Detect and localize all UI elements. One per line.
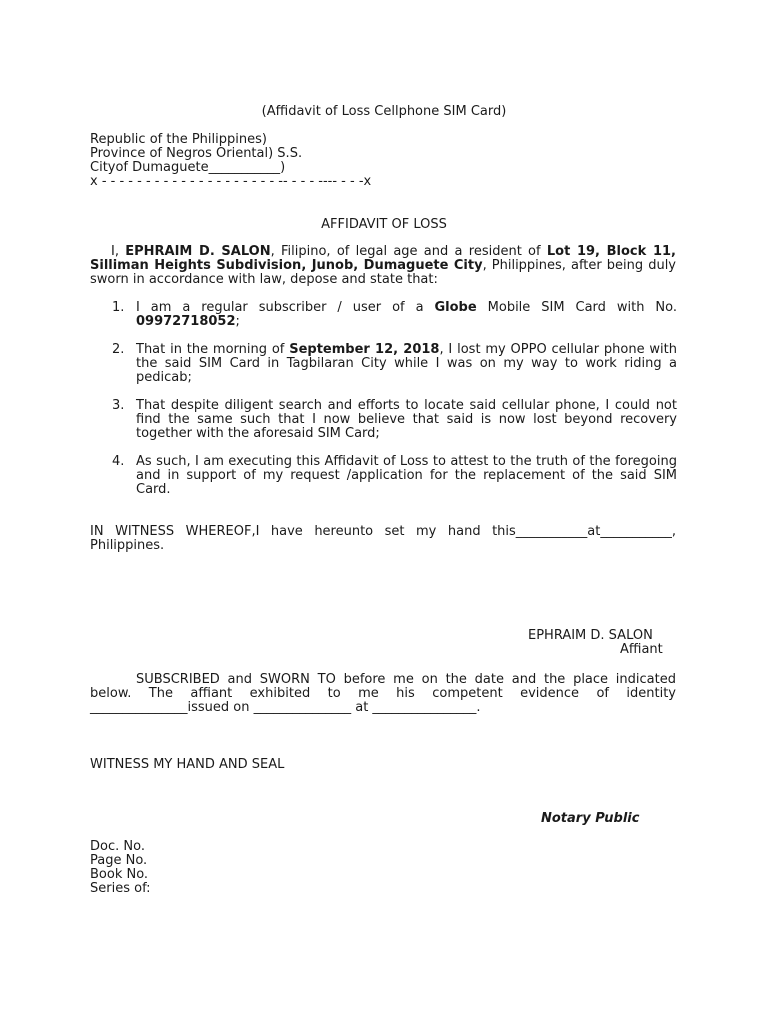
series-of: Series of: <box>90 881 151 896</box>
loss-date: September 12, 2018 <box>289 342 440 357</box>
sim-number: 09972718052 <box>136 314 236 329</box>
venue-block <box>90 133 371 189</box>
doc-no: Doc. No. <box>90 839 145 854</box>
statement-3 <box>90 399 677 441</box>
venue-separator: x - - - - - - - - - - - - - - - - - - - - -- - - - ---- - - -x <box>90 174 372 189</box>
item-number: 3. <box>112 398 125 413</box>
item-number: 2. <box>112 342 125 357</box>
book-no: Book No. <box>90 867 149 882</box>
jurat-paragraph <box>90 673 676 715</box>
witness-paragraph: IN WITNESS WHEREOF,I have hereunto set my hand this___________at___________, Philippines. <box>90 524 676 553</box>
document-info <box>90 840 151 896</box>
item-text: Mobile SIM Card with No. <box>476 300 677 315</box>
venue-city: Cityof Dumaguete___________) <box>90 160 286 175</box>
item-text: That despite diligent search and efforts to locate said cellular phone, I could not find the same such that I now believe that said is now lost beyond recovery together with the aforesaid SIM Card; <box>136 398 677 441</box>
witness-seal-line: WITNESS MY HAND AND SEAL <box>90 757 285 772</box>
venue-country: Republic of the Philippines) <box>90 132 267 147</box>
intro-text-2: , Filipino, of legal age and a resident of <box>270 244 547 259</box>
item-text: ; <box>235 314 240 329</box>
affiant-signature-name: EPHRAIM D. SALON <box>528 628 653 643</box>
item-text: That in the morning of <box>136 342 290 357</box>
jurat-text: SUBSCRIBED and SWORN TO before me on the date and the place indicated below. The affiant exhibited to me his competent evidence of identity _______________issued on _______________ at ________________. <box>90 672 676 715</box>
item-text: , I lost my OPPO cellular phone with the said SIM Card in Tagbilaran City while I was on my way to work riding a pedicab; <box>136 342 677 385</box>
item-text: As such, I am executing this Affidavit of Loss to attest to the truth of the foregoing and in support of my request /application for the replacement of the said SIM Card. <box>136 454 677 497</box>
venue-province: Province of Negros Oriental) S.S. <box>90 146 303 161</box>
intro-paragraph <box>90 245 676 287</box>
affiant-label: Affiant <box>620 642 663 657</box>
intro-text-1: I, <box>111 244 126 259</box>
list-item <box>90 455 677 497</box>
list-item <box>90 399 677 441</box>
item-number: 1. <box>112 300 125 315</box>
intro-text-3: , Philippines, after being duly sworn in accordance with law, depose and state that: <box>90 258 676 287</box>
affiant-address: Lot 19, Block 11, Silliman Heights Subdivision, Junob, Dumaguete City <box>90 244 676 273</box>
notary-public-label: Notary Public <box>541 811 640 826</box>
statement-2 <box>90 343 677 385</box>
item-number: 4. <box>112 454 125 469</box>
affidavit-heading: AFFIDAVIT OF LOSS <box>321 217 447 232</box>
carrier-name: Globe <box>434 300 477 315</box>
statement-1 <box>90 301 677 329</box>
document-title: (Affidavit of Loss Cellphone SIM Card) <box>261 104 507 119</box>
item-text: I am a regular subscriber / user of a <box>136 300 435 315</box>
statement-4 <box>90 455 677 497</box>
list-item <box>90 343 677 385</box>
list-item <box>90 301 677 329</box>
page-no: Page No. <box>90 853 148 868</box>
affiant-name: EPHRAIM D. SALON <box>125 244 271 259</box>
